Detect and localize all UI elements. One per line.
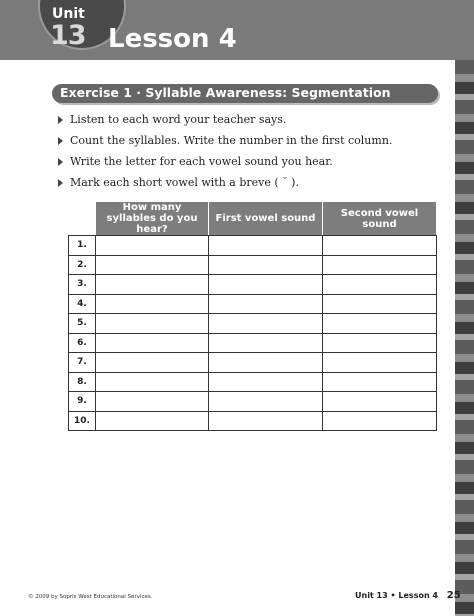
second-vowel-cell[interactable] [323,314,437,334]
exercise-title: Exercise 1 · Syllable Awareness: Segmentation [60,85,391,100]
table-row [69,255,437,275]
syllable-count-cell[interactable] [96,314,209,334]
lesson-title: Lesson 4 [108,24,237,54]
syllable-count-cell[interactable] [96,411,209,431]
table-row [69,411,437,431]
first-vowel-cell[interactable] [209,236,323,256]
second-vowel-cell[interactable] [323,333,437,353]
arrow-bullet-icon [58,116,63,124]
unit-number: 13 [50,20,86,51]
row-number: 6. [69,333,96,353]
row-number: 3. [69,275,96,295]
table-row [69,275,437,295]
column-header-first-vowel: First vowel sound [209,202,323,236]
instruction-item [58,176,438,197]
second-vowel-cell[interactable] [323,236,437,256]
row-number: 4. [69,294,96,314]
table-row [69,314,437,334]
gear-decoration [455,60,474,616]
row-number: 9. [69,392,96,412]
arrow-bullet-icon [58,179,63,187]
syllable-count-cell[interactable] [96,294,209,314]
table-header-row [69,202,437,236]
second-vowel-cell[interactable] [323,411,437,431]
table-row [69,353,437,373]
second-vowel-cell[interactable] [323,255,437,275]
table-row [69,392,437,412]
first-vowel-cell[interactable] [209,294,323,314]
footer-separator: • [390,591,396,600]
column-header-syllables: How many syllables do you hear? [96,202,209,236]
instruction-item [58,134,438,155]
instruction-item [58,113,438,134]
syllable-count-cell[interactable] [96,392,209,412]
row-number: 1. [69,236,96,256]
first-vowel-cell[interactable] [209,372,323,392]
footer-unit: Unit 13 [355,591,388,600]
first-vowel-cell[interactable] [209,314,323,334]
second-vowel-cell[interactable] [323,372,437,392]
syllable-count-cell[interactable] [96,372,209,392]
exercise-banner [52,84,438,103]
table-row [69,333,437,353]
instruction-text: Write the letter for each vowel sound you hear. [70,155,333,168]
header-corner [69,202,96,236]
table-row [69,236,437,256]
instruction-text: Count the syllables. Write the number in the first column. [70,134,393,147]
instruction-item [58,155,438,176]
syllable-count-cell[interactable] [96,333,209,353]
arrow-bullet-icon [58,137,63,145]
first-vowel-cell[interactable] [209,255,323,275]
syllable-count-cell[interactable] [96,353,209,373]
second-vowel-cell[interactable] [323,353,437,373]
copyright-notice: © 2009 by Sopris West Educational Services. [28,594,153,600]
table-row [69,294,437,314]
page-footer [355,590,461,601]
second-vowel-cell[interactable] [323,275,437,295]
syllable-count-cell[interactable] [96,236,209,256]
first-vowel-cell[interactable] [209,392,323,412]
first-vowel-cell[interactable] [209,411,323,431]
row-number: 5. [69,314,96,334]
table-row [69,372,437,392]
first-vowel-cell[interactable] [209,353,323,373]
second-vowel-cell[interactable] [323,392,437,412]
instruction-list [58,113,438,197]
first-vowel-cell[interactable] [209,275,323,295]
instruction-text: Listen to each word your teacher says. [70,113,287,126]
page-number: 25 [446,590,461,601]
second-vowel-cell[interactable] [323,294,437,314]
arrow-bullet-icon [58,158,63,166]
answer-table [68,201,437,431]
column-header-second-vowel: Second vowel sound [323,202,437,236]
instruction-text: Mark each short vowel with a breve ( ˘ ). [70,176,299,189]
footer-lesson: Lesson 4 [398,591,438,600]
syllable-count-cell[interactable] [96,275,209,295]
unit-label: Unit [52,6,85,22]
row-number: 10. [69,411,96,431]
first-vowel-cell[interactable] [209,333,323,353]
row-number: 7. [69,353,96,373]
row-number: 2. [69,255,96,275]
syllable-count-cell[interactable] [96,255,209,275]
row-number: 8. [69,372,96,392]
